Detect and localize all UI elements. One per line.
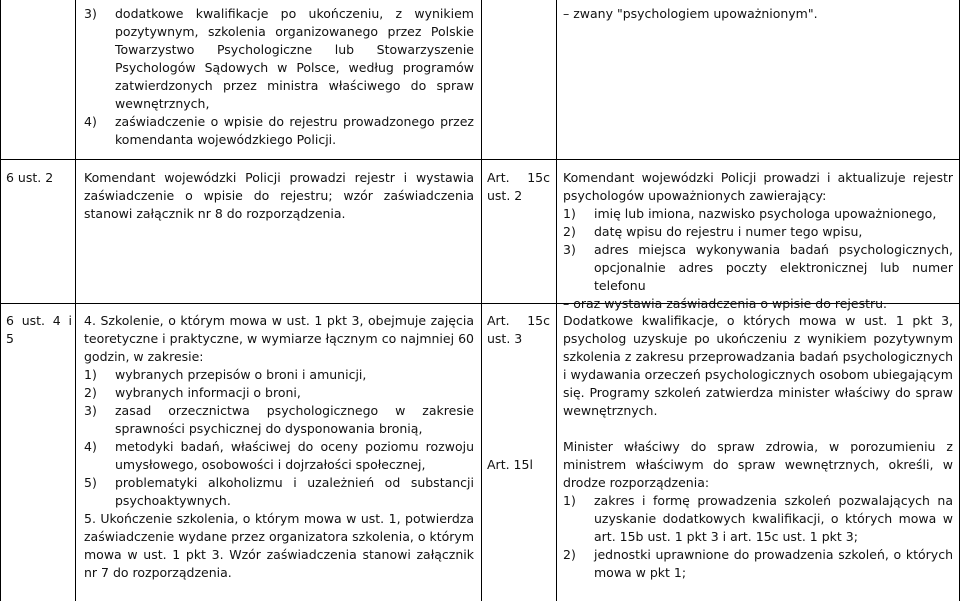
list-number: 1) [84,367,97,382]
column-divider-2 [481,0,482,601]
list-text: problematyki alkoholizmu i uzależnień od substancji psychoaktywnych. [115,475,474,508]
provision-intro: 4. Szkolenie, o którym mowa w ust. 1 pkt 3, obejmuje zajęcia teoretyczne i praktyczne, w wymiarze łącznym co najmniej 60 godzin, w zakresie: [84,313,474,364]
list-text: imię lub imiona, nazwisko psychologa upoważnionego, [594,206,937,221]
list-item [84,5,474,113]
list-text: wybranych informacji o broni, [115,385,301,400]
list-number: 2) [563,224,576,239]
row3-art-cell [487,312,550,474]
list-number: 1) [563,493,576,508]
list-number: 1) [563,206,576,221]
paragraph-reference: 6 ust. 4 i 5 [6,313,72,346]
list-number: 2) [563,547,576,562]
row2-left-cell [84,169,474,223]
article-reference: Art. 15c ust. 3 [487,313,550,346]
list-item [563,492,953,546]
row3-left-cell [84,312,474,582]
row2-ref-cell [6,169,72,187]
list-number: 4) [84,114,97,129]
column-divider-3 [556,0,557,601]
list-item [563,546,953,582]
list-item [84,113,474,149]
list-item [84,402,474,438]
list-item [84,366,474,384]
table-border-left [0,0,1,601]
row-divider-1 [0,159,960,160]
provision-paragraph: Dodatkowe kwalifikacje, o których mowa w ust. 1 pkt 3, psycholog uzyskuje po ukończeniu z wynikiem pozytywnym szkolenia z zakresu przeprowadzania badań psychologicznych i wydawania orzeczeń psychologicznych osobom ubiegającym się. Programy szkoleń zatwierdza minister właściwy do spraw wewnętrznych. [563,313,953,418]
list-text: wybranych przepisów o broni i amunicji, [115,367,367,382]
closing-line: – zwany "psychologiem upoważnionym". [563,6,818,21]
list-number: 5) [84,475,97,490]
list-item [84,438,474,474]
row2-art-cell [487,169,550,205]
list-number: 3) [84,403,97,418]
list-number: 2) [84,385,97,400]
list-item [84,474,474,510]
provision-paragraph: Minister właściwy do spraw zdrowia, w porozumieniu z ministrem właściwym do spraw wewnętrznych, określi, w drodze rozporządzenia: [563,439,953,490]
list-item [84,384,474,402]
list-text: jednostki uprawnione do prowadzenia szkoleń, o których mowa w pkt 1; [594,547,953,580]
list-text: dodatkowe kwalifikacje po ukończeniu, z wynikiem pozytywnym, szkolenia organizowanego przez Polskie Towarzystwo Psychologiczne lub Stowarzyszenie Psychologów Sądowych w Polsce, według programów zatwierdzonych przez ministra właściwego do spraw wewnętrznych, [115,6,474,111]
list-text: adres miejsca wykonywania badań psychologicznych, opcjonalnie adres poczty elektronicznej lub numer telefonu [594,242,953,293]
row1-right-cell [563,5,953,23]
column-divider-1 [75,0,76,601]
provision-outro: 5. Ukończenie szkolenia, o którym mowa w ust. 1, potwierdza zaświadczenie wydane przez organizatora szkolenia, o którym mowa w ust. 1 pkt 3. Wzór zaświadczenia stanowi załącznik nr 7 do rozporządzenia. [84,511,474,580]
provision-outro: – oraz wystawia zaświadczenia o wpisie do rejestru. [563,296,888,311]
list-item [563,223,953,241]
list-number: 3) [84,6,97,21]
list-text: zaświadczenie o wpisie do rejestru prowadzonego przez komendanta wojewódzkiego Policji. [115,114,474,147]
article-reference: Art. 15c ust. 2 [487,170,550,203]
list-text: metodyki badań, właściwej do oceny poziomu rozwoju umysłowego, osobowości i dojrzałości społecznej, [115,439,474,472]
list-item [563,205,953,223]
provision-text: Komendant wojewódzki Policji prowadzi rejestr i wystawia zaświadczenie o wpisie do rejestru; wzór zaświadczenia stanowi załącznik nr 8 do rozporządzenia. [84,170,474,221]
article-reference: Art. 15l [487,457,533,472]
row3-ref-cell [6,312,72,348]
row2-right-cell [563,169,953,313]
provision-intro: Komendant wojewódzki Policji prowadzi i aktualizuje rejestr psychologów upoważnionych zawierający: [563,170,953,203]
row3-right-cell [563,312,953,582]
paragraph-reference: 6 ust. 2 [6,170,54,185]
list-text: zasad orzecznictwa psychologicznego w zakresie sprawności psychicznej do dysponowania bronią, [115,403,474,436]
row1-left-cell [84,5,474,149]
list-item [563,241,953,295]
list-number: 4) [84,439,97,454]
list-text: datę wpisu do rejestru i numer tego wpisu, [594,224,863,239]
list-number: 3) [563,242,576,257]
list-text: zakres i formę prowadzenia szkoleń pozwalających na uzyskanie dodatkowych kwalifikacji, o których mowa w art. 15b ust. 1 pkt 3 i art. 15c ust. 1 pkt 3; [594,493,953,544]
